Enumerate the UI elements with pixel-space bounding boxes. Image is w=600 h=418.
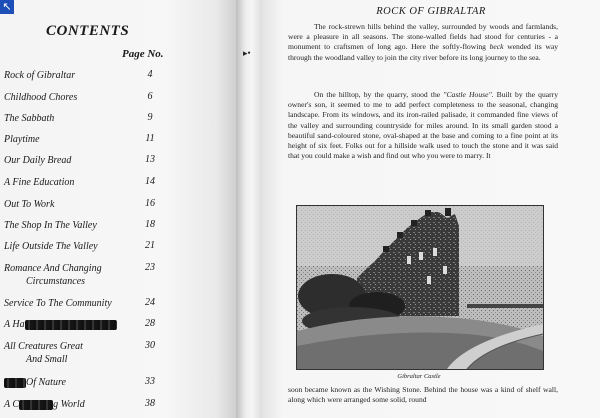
corner-arrow-icon: ↖ bbox=[0, 0, 14, 14]
toc-page-number: 24 bbox=[145, 297, 155, 308]
toc-page-number: 4 bbox=[147, 69, 153, 80]
page-no-header: Page No. bbox=[122, 48, 164, 60]
toc-page-number: 14 bbox=[145, 176, 155, 187]
toc-entry: Romance And Changing Circumstances bbox=[4, 263, 102, 287]
margin-mark: ▸• bbox=[243, 48, 251, 58]
toc-page-number: 9 bbox=[147, 112, 153, 123]
toc-page-number: 13 bbox=[145, 154, 155, 165]
toc-entry: A C g World bbox=[4, 399, 85, 410]
toc-page-number: 30 bbox=[145, 340, 155, 351]
paragraph-1: The rock-strewn hills behind the valley, surrounded by woods and farmlands, were a pleasure in all seasons. The stone-walled fields had stood for centuries - a monument to craftsmen of long ago. Here the softly-flowing beck wended its way through the woodland valley to join the city river before its long journey to the sea. bbox=[288, 22, 558, 62]
toc-entry: Rock of Gibraltar bbox=[4, 70, 76, 81]
toc-entry: Of Nature bbox=[4, 376, 164, 389]
toc-page-number: 11 bbox=[145, 133, 155, 144]
redaction-mark bbox=[4, 378, 26, 388]
castle-photo-image bbox=[297, 206, 543, 369]
toc-page-number: 33 bbox=[145, 376, 155, 387]
toc-page-number: 28 bbox=[145, 318, 155, 329]
toc-page-number: 38 bbox=[145, 398, 155, 409]
contents-title: CONTENTS bbox=[46, 23, 130, 39]
toc-page-number: 21 bbox=[145, 240, 155, 251]
toc-entry: A Fine Education bbox=[4, 177, 75, 188]
toc-entry: The Shop In The Valley bbox=[4, 220, 97, 231]
paragraph-2: On the hilltop, by the quarry, stood the "Castle House". Built by the quarry owner's son, it seemed to me to add perfect completeness to the seasonal, changing landscape. From its windows, and its iron-railed palisade, it commanded fine views of the valley and surrounding countryside for miles around. In its small garden stood a beautiful sand-coloured stone, oval-shaped at the base and coming to a fine point at its height of six feet. Folks out for a hillside walk used to touch the stone and it was said that you could make a wish and find out who you were to marry. It bbox=[288, 90, 559, 161]
toc-entry: A Ha bbox=[4, 318, 164, 331]
book-gutter bbox=[236, 0, 262, 418]
toc-entry: Service To The Community bbox=[4, 298, 112, 309]
toc-entry: Out To Work bbox=[4, 199, 55, 210]
photo-caption: Gibraltar Castle bbox=[397, 373, 441, 380]
toc-entry: The Sabbath bbox=[4, 113, 55, 124]
toc-entry: Life Outside The Valley bbox=[4, 241, 98, 252]
toc-entry: Childhood Chores bbox=[4, 92, 78, 103]
castle-photo bbox=[296, 205, 544, 370]
toc-page-number: 18 bbox=[145, 219, 155, 230]
toc-entry: Playtime bbox=[4, 134, 40, 145]
toc-page-number: 23 bbox=[145, 262, 155, 273]
toc-page-number: 16 bbox=[145, 198, 155, 209]
redaction-mark bbox=[25, 320, 117, 330]
toc-entry: All Creatures Great And Small bbox=[4, 341, 83, 365]
toc-page-number: 6 bbox=[147, 91, 153, 102]
paragraph-3: soon became known as the Wishing Stone. Behind the house was a kind of shelf wall, along which were arranged some solid, round bbox=[288, 385, 558, 405]
redaction-mark bbox=[19, 400, 53, 410]
chapter-title: ROCK OF GIBRALTAR bbox=[376, 6, 486, 17]
toc-entry: Our Daily Bread bbox=[4, 155, 72, 166]
